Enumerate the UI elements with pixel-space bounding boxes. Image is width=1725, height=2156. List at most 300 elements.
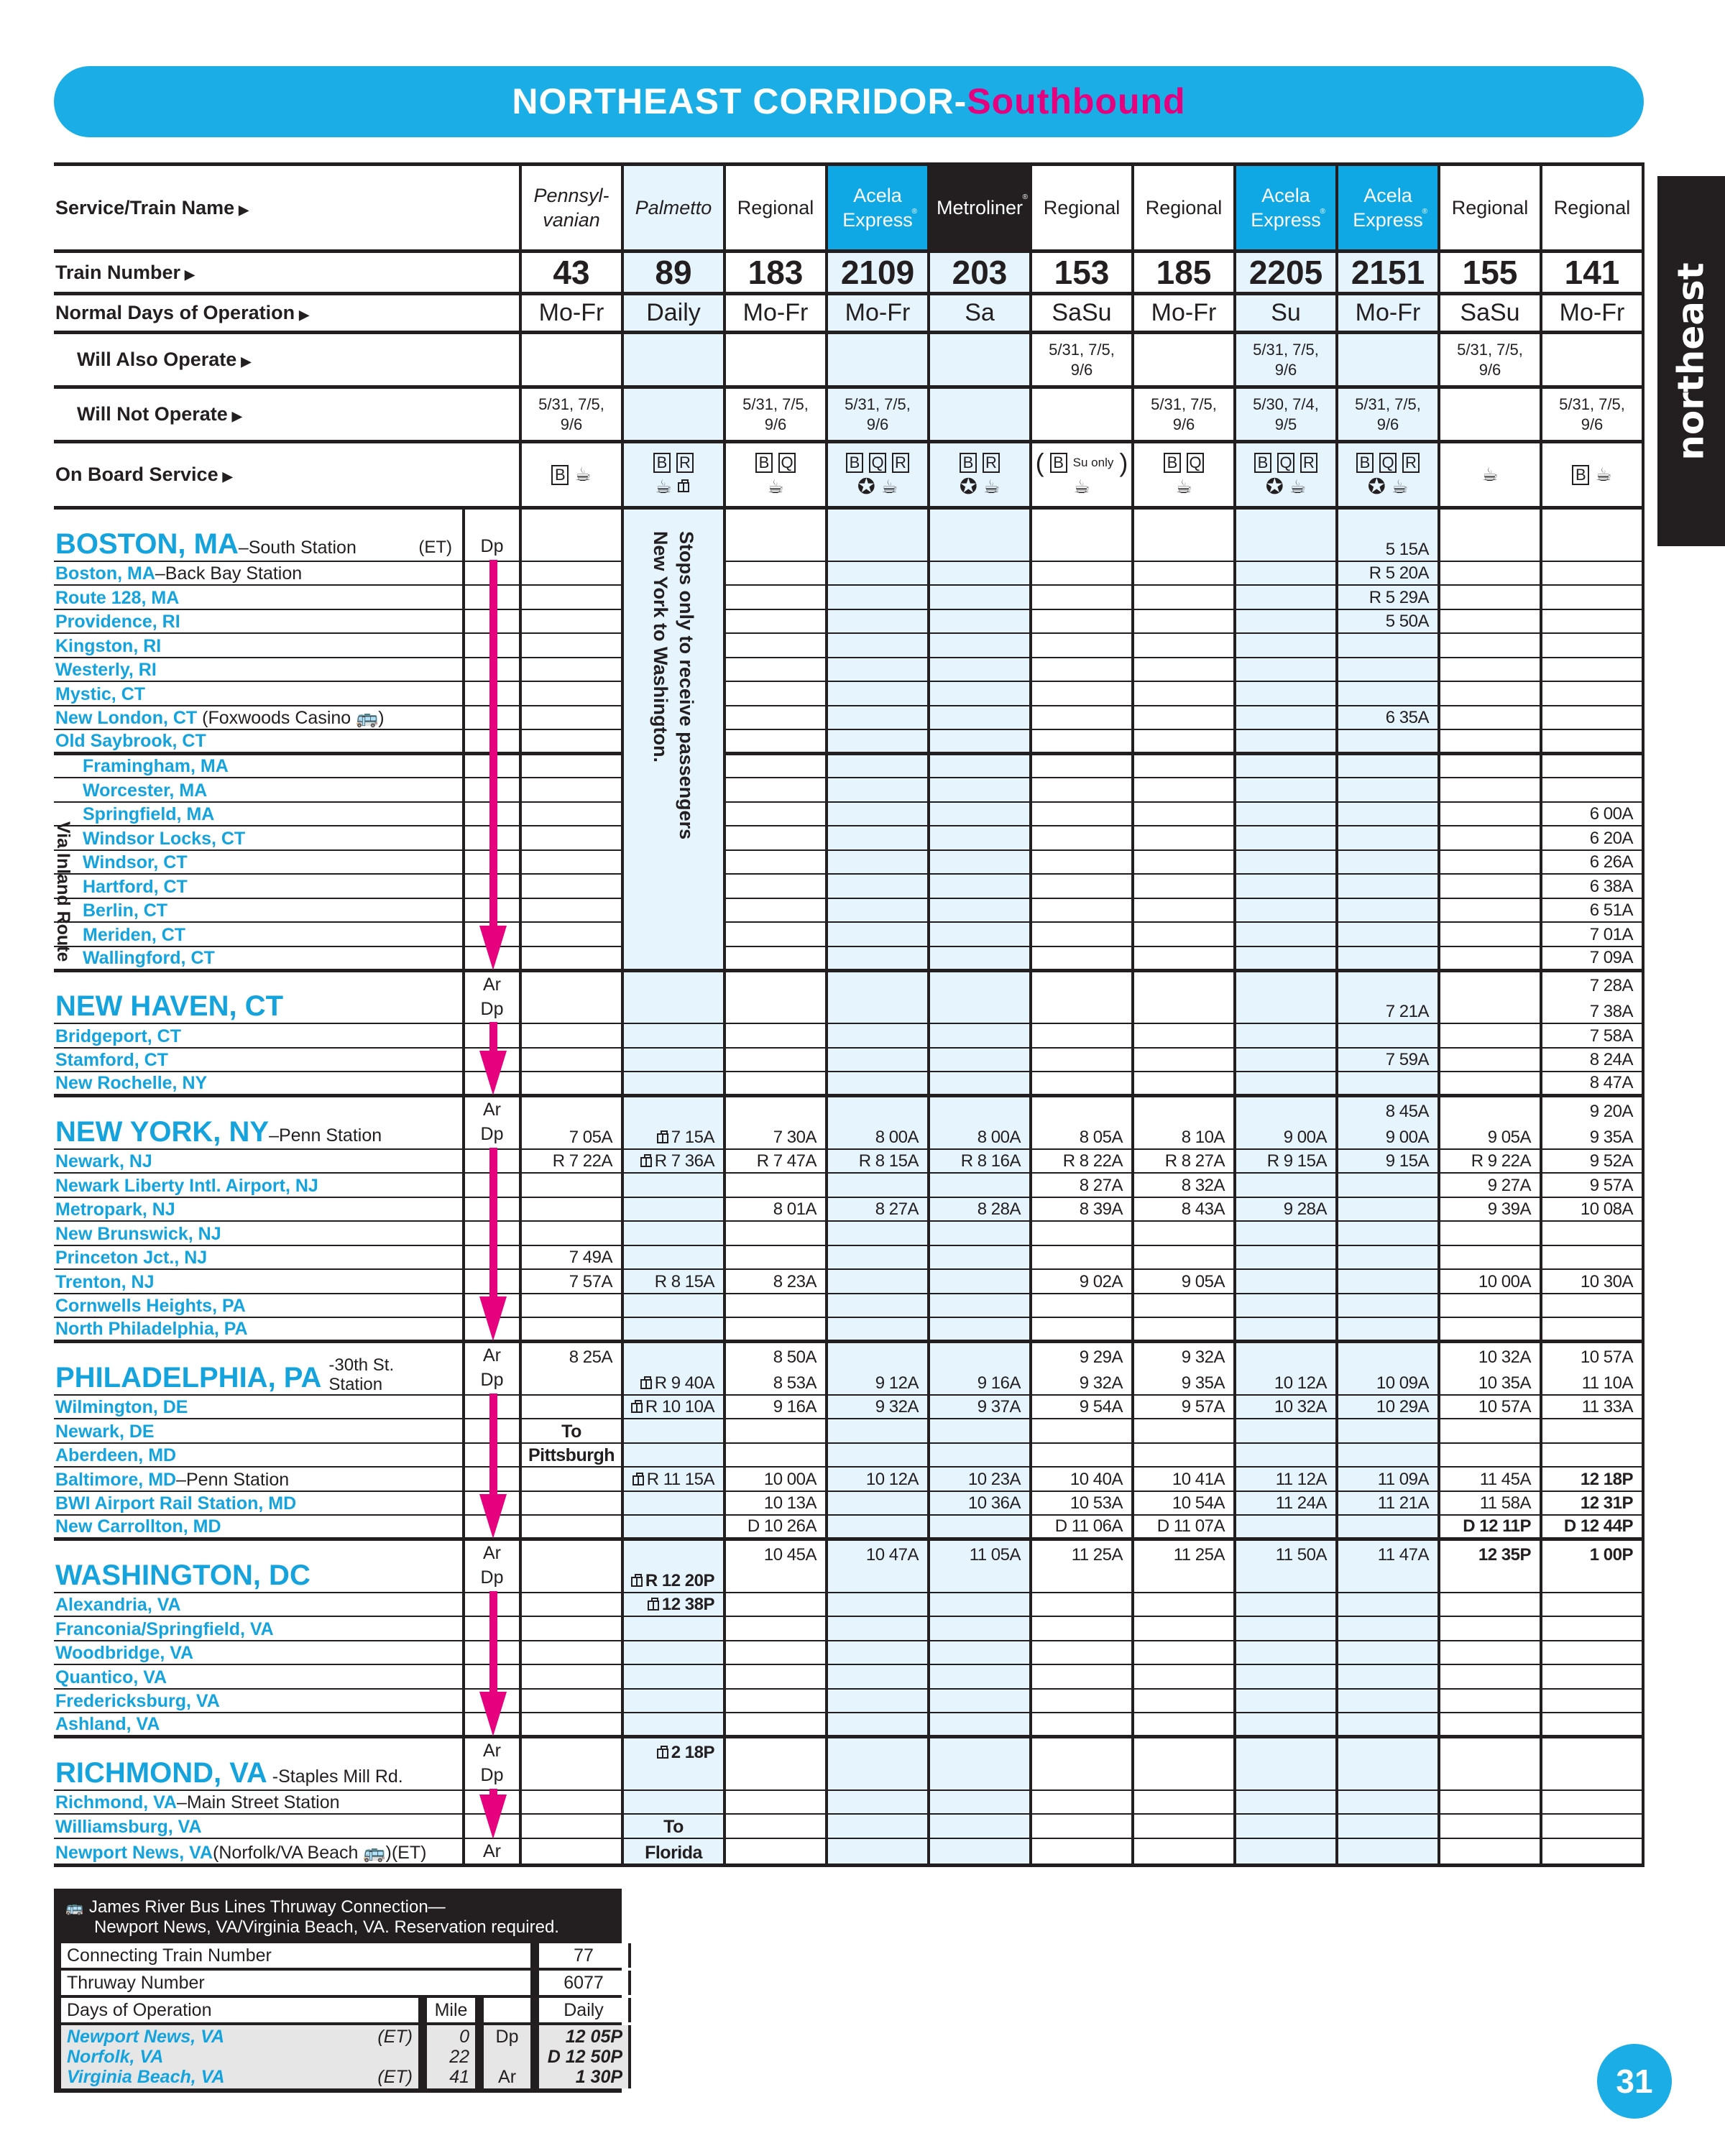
train-not-cell (1337, 387, 1439, 442)
station-name: Newport News, VA (55, 1842, 213, 1863)
depart-label: Dp (480, 998, 504, 1019)
time-cell (827, 633, 929, 658)
onboard-line (624, 475, 723, 499)
station-row (54, 802, 1643, 826)
arrive-time (828, 1347, 919, 1368)
time-cell (827, 681, 929, 706)
station-cell (54, 561, 464, 586)
time-cell (1337, 1245, 1439, 1270)
time-cell (1439, 633, 1541, 658)
time-value: 9 35A (1181, 1373, 1225, 1393)
time-cell (1235, 1197, 1337, 1222)
time-cell (1031, 898, 1133, 923)
train-not-cell (520, 387, 622, 442)
time-pair (1236, 975, 1327, 1023)
station-row (54, 633, 1643, 658)
mile: 22 (449, 2047, 469, 2067)
time-cell (520, 946, 622, 971)
service-B-icon: B (1050, 453, 1067, 473)
onboard-line (1032, 475, 1131, 499)
station-row (54, 1515, 1643, 1539)
time-cell (1235, 826, 1337, 850)
time-value: D 12 11P (1463, 1516, 1531, 1536)
train-number: 2109 (840, 254, 915, 291)
time-cell (827, 508, 929, 561)
time-cell (1031, 1737, 1133, 1790)
time-cell (1133, 681, 1235, 706)
time-cell (1133, 1593, 1235, 1617)
time-cell (724, 898, 827, 923)
station-cell (54, 1790, 464, 1815)
time-cell (520, 508, 622, 561)
arrive-time (1032, 975, 1123, 997)
time-value: 11 09A (1377, 1469, 1429, 1489)
time-cell (1133, 802, 1235, 826)
time-cell (1133, 1395, 1235, 1419)
time-cell (1235, 1096, 1337, 1149)
direction-arrow-cell (464, 1395, 520, 1419)
time-cell (1031, 1294, 1133, 1318)
time-cell (1541, 1096, 1643, 1149)
arrive-time (1236, 1101, 1327, 1123)
time-pair (522, 1101, 612, 1148)
time-cell (520, 1641, 622, 1665)
time-cell (724, 1838, 827, 1866)
time-cell (1439, 609, 1541, 634)
time-cell (1541, 585, 1643, 609)
time-value: 8 27A (875, 1199, 919, 1219)
station-cell (54, 922, 464, 946)
time-cell (1031, 1395, 1133, 1419)
time-cell (520, 1294, 622, 1318)
station-name: Newark, DE (55, 1421, 155, 1442)
checked-baggage-icon (678, 482, 689, 492)
time-cell (827, 1814, 929, 1838)
time-value: 10 32A (1274, 1397, 1327, 1416)
time-cell (1439, 1048, 1541, 1072)
blank-cell (481, 1998, 533, 2022)
train-not-cell (1439, 387, 1541, 442)
time-value: R 7 36A (654, 1151, 714, 1171)
direction-arrow-cell (464, 874, 520, 898)
time-cell (724, 1737, 827, 1790)
time-value: R 10 10A (645, 1397, 714, 1416)
time-cell (1337, 658, 1439, 682)
time-cell (827, 1197, 929, 1222)
time-cell (1541, 1245, 1643, 1270)
time-value: 11 50A (1275, 1544, 1327, 1565)
train-number: 183 (748, 254, 804, 291)
station-name: PHILADELPHIA, PA (55, 1361, 322, 1393)
time-cell (1133, 850, 1235, 875)
time-cell (1337, 850, 1439, 875)
train-days: Su (1271, 299, 1301, 326)
time-cell (1235, 1664, 1337, 1689)
time-cell (1439, 970, 1541, 1023)
time-cell (1337, 729, 1439, 754)
depart-label: Dp (480, 1370, 504, 1390)
time-cell (1439, 1342, 1541, 1395)
arrow-right-icon: ▶ (231, 409, 242, 423)
time-pair (1338, 1544, 1429, 1592)
time-value: R 12 20P (645, 1570, 714, 1590)
time-cell (1133, 1245, 1235, 1270)
station-suffix: -30th St. Station (328, 1355, 395, 1394)
time-cell (520, 922, 622, 946)
time-cell (1031, 1443, 1133, 1468)
train-number: 155 (1462, 254, 1518, 291)
station-row (54, 1790, 1643, 1815)
service-Q-icon: Q (869, 453, 886, 473)
time-cell (929, 1467, 1031, 1491)
train-name-cell (1439, 165, 1541, 252)
train-name-cell (622, 165, 724, 252)
time-cell (1337, 1838, 1439, 1866)
time-cell (1133, 922, 1235, 946)
train-name-cell (724, 165, 827, 252)
direction-arrow-cell (464, 706, 520, 730)
time-cell (1235, 1737, 1337, 1790)
station-name: Worcester, MA (83, 780, 208, 801)
time-value: 9 32A (1181, 1347, 1225, 1367)
time-value: 9 12A (875, 1373, 919, 1393)
station-row (54, 1096, 1643, 1149)
station-cell (54, 778, 464, 802)
time-cell (724, 1419, 827, 1443)
time-cell (1541, 1713, 1643, 1737)
station-cell (54, 1245, 464, 1270)
service-B-icon: B (755, 453, 773, 473)
time-cell (929, 1593, 1031, 1617)
time-cell (929, 1149, 1031, 1174)
time-cell (724, 754, 827, 778)
station-name: Windsor Locks, CT (83, 828, 246, 849)
arrive-time (828, 513, 919, 535)
station-cell (54, 1616, 464, 1641)
time-pair (726, 513, 816, 561)
time-value: 8 25A (569, 1347, 612, 1367)
time-cell (929, 585, 1031, 609)
train-days: SaSu (1052, 299, 1112, 326)
time-cell (1439, 1491, 1541, 1516)
station-cell (54, 898, 464, 923)
train-name-cell (1031, 165, 1133, 252)
time-cell (1541, 706, 1643, 730)
time-pair (930, 1544, 1021, 1592)
time-cell (1439, 778, 1541, 802)
paren: ( (1035, 447, 1044, 477)
train-not-cell (1235, 387, 1337, 442)
direction-arrow-cell (464, 1467, 520, 1491)
time-cell (1337, 585, 1439, 609)
time-cell (520, 1689, 622, 1713)
time-value: 10 57A (1580, 1347, 1633, 1367)
time-cell (1133, 754, 1235, 778)
time-cell (929, 1515, 1031, 1539)
time-cell (1031, 1149, 1133, 1174)
time-cell (827, 1149, 929, 1174)
arrive-time (828, 975, 919, 997)
station-name: Cornwells Heights, PA (55, 1296, 246, 1316)
train-onboard-cell (1439, 442, 1541, 508)
time-value: 9 20A (1589, 1101, 1633, 1121)
arrive-time (1338, 1347, 1429, 1368)
time-cell (1133, 1515, 1235, 1539)
time-cell (1439, 1838, 1541, 1866)
time-cell (724, 706, 827, 730)
depart-time (1134, 1127, 1225, 1148)
time-cell (520, 585, 622, 609)
station-row (54, 609, 1643, 634)
time-pair (624, 1347, 714, 1394)
time-value: R 9 40A (654, 1373, 714, 1393)
time-value: R 8 16A (960, 1151, 1021, 1171)
direction-arrow-cell (464, 1023, 520, 1048)
depart-label: Dp (480, 536, 504, 556)
thruway-number-label: Thruway Number (58, 1971, 533, 1995)
header-row-days (54, 294, 1643, 333)
time-cell (724, 826, 827, 850)
time-cell (1541, 609, 1643, 634)
train-number-cell (1235, 252, 1337, 294)
station-name: Aberdeen, MD (55, 1445, 177, 1465)
time-cell (827, 850, 929, 875)
time-cell (1439, 1269, 1541, 1294)
station-cell (54, 1539, 464, 1593)
time-cell (724, 658, 827, 682)
service-B-icon: B (551, 465, 569, 485)
station-row (54, 1221, 1643, 1245)
time-cell (1439, 1593, 1541, 1617)
onboard-line (1338, 451, 1438, 475)
time-pair (930, 1101, 1021, 1148)
station-name: Trenton, NJ (55, 1271, 155, 1292)
time-cell (827, 778, 929, 802)
time-zone: (ET) (418, 537, 452, 557)
bus-icon: 🚌 (65, 1899, 83, 1916)
time-cell (1337, 778, 1439, 802)
time-cell (929, 970, 1031, 1023)
time-cell (1439, 1515, 1541, 1539)
row-label-also (54, 333, 520, 387)
thruway-ardp (481, 2025, 533, 2088)
mile: 41 (449, 2067, 469, 2087)
direction-arrow-cell (464, 946, 520, 971)
time-cell (1235, 1072, 1337, 1096)
time-value: 9 32A (1079, 1373, 1123, 1393)
time-cell (1031, 1539, 1133, 1593)
time-value: 12 35P (1478, 1544, 1531, 1565)
thruway-stations (58, 2025, 421, 2088)
arrive-time (522, 975, 612, 997)
station-cell (54, 1173, 464, 1197)
time-cell (1133, 1317, 1235, 1342)
time-cell (1439, 1713, 1541, 1737)
time-cell (1541, 1173, 1643, 1197)
station-row (54, 1048, 1643, 1072)
time-cell (827, 1491, 929, 1516)
time-cell (827, 1713, 929, 1737)
arrive-time (726, 1742, 816, 1764)
station-suffix: –Main Street Station (176, 1792, 340, 1812)
station-row (54, 1838, 1643, 1866)
time-value: 7 58A (1589, 1026, 1633, 1046)
time-cell (929, 706, 1031, 730)
time-cell (827, 609, 929, 634)
time-cell (1337, 1737, 1439, 1790)
arrive-time (930, 975, 1021, 997)
time-cell (1337, 1616, 1439, 1641)
time-pair (522, 1544, 612, 1592)
time-cell (1235, 1173, 1337, 1197)
train-name: Regional (1553, 197, 1631, 218)
time-cell (520, 874, 622, 898)
time-cell (827, 1294, 929, 1318)
service-B-icon: B (1572, 465, 1589, 485)
train-also-cell (827, 333, 929, 387)
time-cell (1541, 754, 1643, 778)
time-cell (1235, 1491, 1337, 1516)
time-cell (1031, 1269, 1133, 1294)
time-value: 11 45A (1479, 1469, 1531, 1489)
time-pair (1134, 1101, 1225, 1148)
time-cell (1235, 1713, 1337, 1737)
onboard-line (828, 475, 927, 499)
station-name: New Carrollton, MD (55, 1516, 221, 1537)
time-cell (724, 1467, 827, 1491)
time-cell (827, 1342, 929, 1395)
time-cell (1235, 778, 1337, 802)
train-name: Palmetto (635, 197, 712, 218)
time-cell (929, 1838, 1031, 1866)
depart-time (1236, 1127, 1327, 1148)
time-cell (827, 706, 929, 730)
time-cell (520, 970, 622, 1023)
station-row (54, 706, 1643, 730)
time-value: 7 01A (1589, 924, 1633, 944)
time-cell (724, 729, 827, 754)
station-name: Kingston, RI (55, 635, 162, 656)
depart-label: Dp (480, 1765, 504, 1785)
time-cell (1541, 1023, 1643, 1048)
station-cell (54, 1467, 464, 1491)
depart-time (930, 1127, 1021, 1148)
time-pair (726, 1347, 816, 1394)
time-cell (520, 1838, 622, 1866)
station-row (54, 1023, 1643, 1048)
time-value: 10 30A (1580, 1271, 1633, 1291)
train-not: 5/31, 7/5, 9/6 (845, 395, 911, 433)
time-value: 10 12A (1274, 1373, 1327, 1393)
train-number: 2151 (1351, 254, 1425, 291)
station-cell (54, 609, 464, 634)
onboard-line (1236, 451, 1335, 475)
time-cell (1337, 874, 1439, 898)
station-cell (54, 706, 464, 730)
service-R-icon: R (1402, 453, 1420, 473)
time-cell (827, 802, 929, 826)
palmetto-note (648, 510, 699, 839)
time-pair (828, 1544, 919, 1592)
station-name: Richmond, VA (55, 1792, 177, 1812)
direction-arrow-cell (464, 754, 520, 778)
time-value: 7 38A (1589, 1002, 1633, 1021)
train-name-cell (1235, 165, 1337, 252)
time-cell (1031, 802, 1133, 826)
time-cell (929, 1664, 1031, 1689)
cafe-cup-icon: ☕ (1391, 476, 1409, 498)
time-cell (1031, 874, 1133, 898)
time-cell (520, 1790, 622, 1815)
time-cell (520, 778, 622, 802)
time-cell (724, 1664, 827, 1689)
depart-time (522, 1127, 612, 1148)
time-value: 8 10A (1181, 1127, 1225, 1147)
depart-time (1338, 1373, 1429, 1394)
station-row (54, 1467, 1643, 1491)
station-name: Mystic, CT (55, 683, 146, 704)
train-days-cell (827, 294, 929, 333)
time-cell (1031, 1814, 1133, 1838)
station-row (54, 1593, 1643, 1617)
station-name: Alexandria, VA (55, 1595, 181, 1615)
time-cell (1031, 609, 1133, 634)
time-cell (1031, 826, 1133, 850)
time-cell (929, 1491, 1031, 1516)
arrow-right-icon: ▶ (299, 308, 309, 322)
time-cell (520, 1048, 622, 1072)
time-cell (1235, 1593, 1337, 1617)
time-cell (1031, 754, 1133, 778)
cafe-cup-icon: ☕ (574, 464, 592, 486)
arrive-time (726, 513, 816, 535)
time-cell (1031, 1221, 1133, 1245)
arrive-time (1236, 1742, 1327, 1764)
time-cell (520, 633, 622, 658)
train-also-cell (1031, 333, 1133, 387)
station-cell (54, 1023, 464, 1048)
time-cell (1031, 970, 1133, 1023)
arrive-time (1236, 1544, 1327, 1566)
time-value: 9 57A (1181, 1397, 1225, 1416)
time-cell (1337, 1814, 1439, 1838)
train-number-cell (1133, 252, 1235, 294)
depart-label: Dp (480, 1124, 504, 1144)
time-cell (1439, 898, 1541, 923)
time-cell (1541, 1048, 1643, 1072)
time-cell (1439, 874, 1541, 898)
train-name: Acela Express (842, 185, 913, 231)
time-cell (724, 1616, 827, 1641)
time-cell (1337, 609, 1439, 634)
time-value: R 11 15A (646, 1469, 714, 1489)
time-value: R 8 15A (654, 1271, 714, 1291)
time-cell (1337, 1713, 1439, 1737)
time-cell (724, 1689, 827, 1713)
train-not-cell (1031, 387, 1133, 442)
station-cell (54, 826, 464, 850)
time-cell (1439, 946, 1541, 971)
time-cell (520, 1317, 622, 1342)
time-cell (1031, 778, 1133, 802)
time-value: 10 57A (1478, 1397, 1531, 1416)
time-value: 5 50A (1385, 612, 1429, 631)
time-pair (1440, 1544, 1531, 1592)
train-number: 203 (952, 254, 1008, 291)
time-cell (1133, 946, 1235, 971)
time-cell (1133, 1539, 1235, 1593)
arrive-time (1236, 975, 1327, 997)
